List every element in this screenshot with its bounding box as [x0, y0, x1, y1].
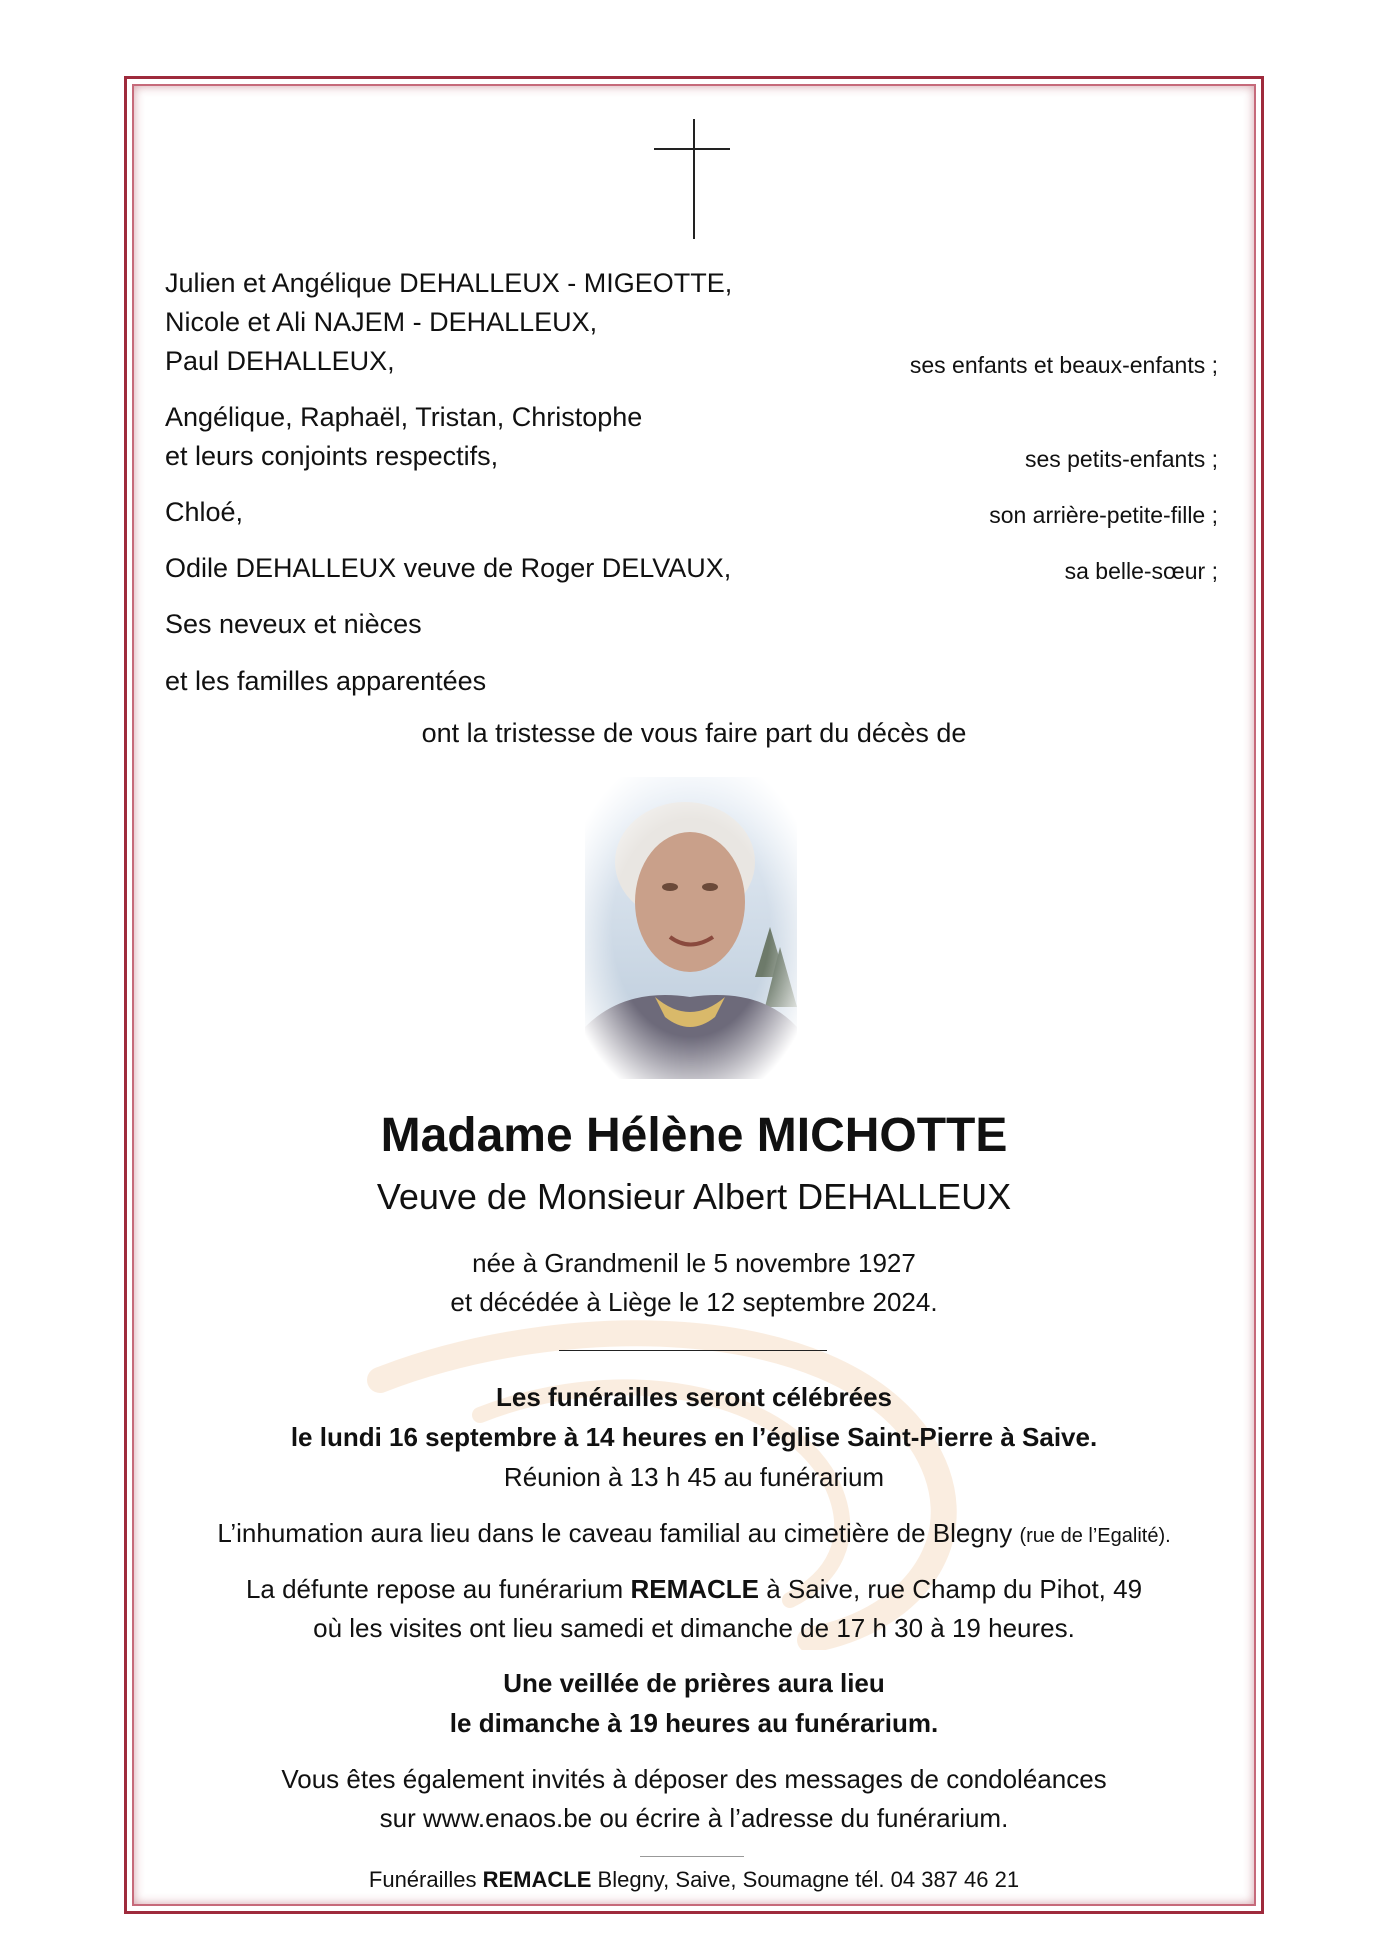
repose-text: La défunte repose au funérarium	[245, 1574, 624, 1604]
family-line: Chloé,	[165, 497, 244, 527]
family-line: Paul DEHALLEUX,	[165, 346, 395, 376]
burial-info	[132, 1518, 1256, 1549]
footer-brand: REMACLE	[482, 1867, 592, 1892]
relation-label: ses petits-enfants ;	[1024, 446, 1218, 472]
condolences-line: Vous êtes également invités à déposer des messages de condoléances	[281, 1764, 1107, 1794]
relation-label: sa belle-sœur ;	[1064, 558, 1218, 584]
family-line: Julien et Angélique DEHALLEUX - MIGEOTTE,	[165, 268, 733, 298]
funeral-heading: Les funérailles seront célébrées	[496, 1382, 892, 1412]
family-line: Nicole et Ali NAJEM - DEHALLEUX,	[165, 307, 598, 337]
deceased-name: Madame Hélène MICHOTTE	[380, 1109, 1008, 1162]
death-info: et décédée à Liège le 12 septembre 2024.	[450, 1287, 938, 1317]
burial-text: L’inhumation aura lieu dans le caveau familial au cimetière de Blegny	[217, 1518, 1013, 1548]
family-line: Ses neveux et nièces	[165, 609, 422, 639]
repose-address: à Saive, rue Champ du Pihot, 49	[766, 1574, 1143, 1604]
family-line: et les familles apparentées	[165, 666, 487, 696]
footer-contact: Blegny, Saive, Soumagne tél. 04 387 46 21	[597, 1867, 1020, 1892]
vigil-time: le dimanche à 19 heures au funérarium.	[449, 1708, 939, 1738]
footer-text: Funérailles	[368, 1867, 477, 1892]
family-line: Odile DEHALLEUX veuve de Roger DELVAUX,	[165, 553, 732, 583]
birth-info: née à Grandmenil le 5 novembre 1927	[472, 1248, 916, 1278]
footer-divider	[640, 1856, 744, 1857]
family-line: et leurs conjoints respectifs,	[165, 441, 499, 471]
burial-note: (rue de l’Egalité).	[1019, 1525, 1171, 1547]
funeral-date: le lundi 16 septembre à 14 heures en l’église Saint-Pierre à Saive.	[290, 1422, 1098, 1452]
announcement: ont la tristesse de vous faire part du décès de	[421, 718, 967, 748]
repose-info	[132, 1574, 1256, 1605]
footer	[132, 1867, 1256, 1893]
funeral-meeting: Réunion à 13 h 45 au funérarium	[503, 1462, 885, 1492]
repose-brand: REMACLE	[630, 1574, 760, 1604]
divider-line	[559, 1350, 827, 1351]
portrait-photo	[585, 777, 797, 1079]
relation-label: son arrière-petite-fille ;	[989, 502, 1218, 528]
vigil-heading: Une veillée de prières aura lieu	[503, 1668, 885, 1698]
deceased-widow-of: Veuve de Monsieur Albert DEHALLEUX	[376, 1176, 1012, 1217]
condolences-line: sur www.enaos.be ou écrire à l’adresse du funérarium.	[379, 1803, 1009, 1833]
relation-label: ses enfants et beaux-enfants ;	[909, 352, 1218, 378]
visit-hours: où les visites ont lieu samedi et dimanche de 17 h 30 à 19 heures.	[313, 1613, 1075, 1643]
family-line: Angélique, Raphaël, Tristan, Christophe	[165, 402, 643, 432]
